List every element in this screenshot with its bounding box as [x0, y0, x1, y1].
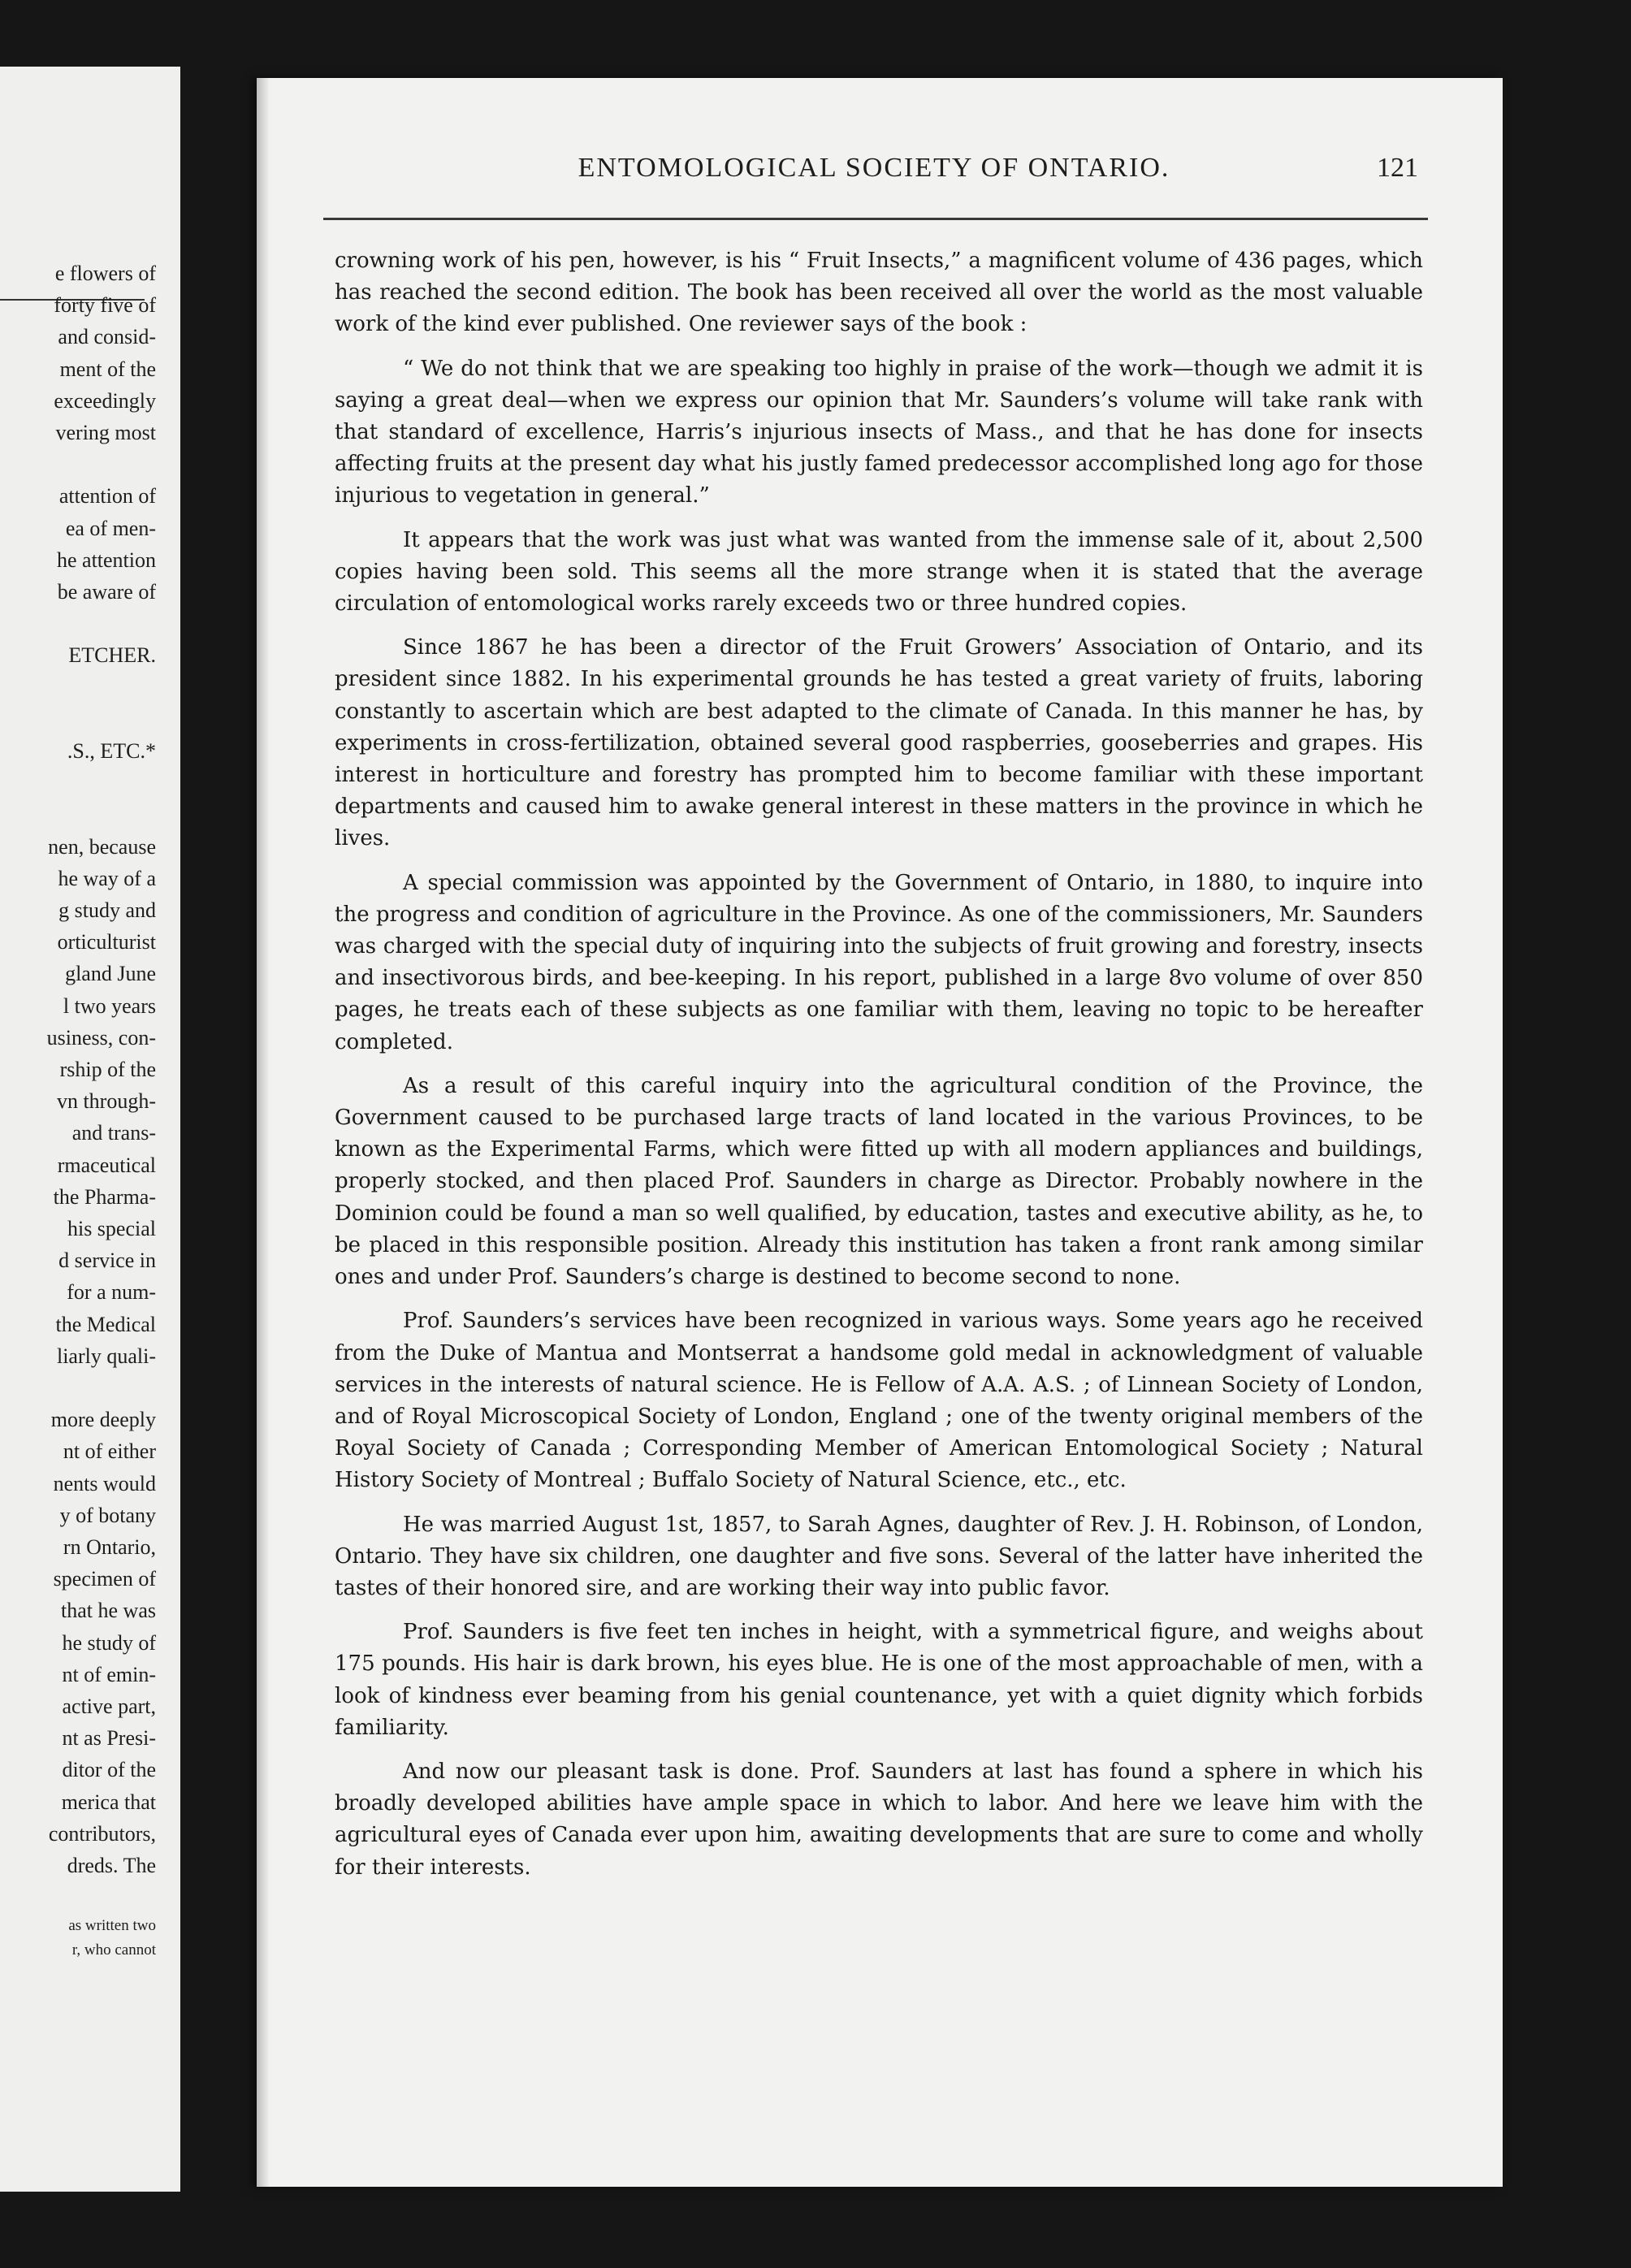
previous-page-line: he study of [62, 1630, 156, 1655]
paragraph: As a result of this careful inquiry into the agricultural condition of the Province, the Government caused to be purchased large tracts of land located in the various Provinces, to be known as the Experimental Farms, which were fitted up with all modern appliances and buildings, properly stocked, and then placed Prof. Saunders in charge as Director. Probably nowhere in the Dominion could be found a man so well qualified, by education, tastes and executive ability, as he, to be placed in this responsible position. Already this institution has taken a front rank among similar ones and under Prof. Saunders’s charge is destined to become second to none. [335, 1073, 1423, 1290]
previous-page-line: specimen of [53, 1567, 156, 1591]
previous-page-line: usiness, con- [46, 1025, 156, 1050]
previous-page-line: vn through- [56, 1089, 156, 1114]
previous-page-line: nt of either [63, 1439, 156, 1464]
previous-page-line: .S., ETC.* [67, 739, 156, 763]
previous-page-line: he way of a [58, 866, 156, 890]
previous-page-line: attention of [58, 484, 156, 509]
previous-page-line: g study and [58, 898, 156, 922]
previous-page-line: and consid- [58, 325, 156, 349]
paragraph: And now our pleasant task is done. Prof. Saunders at last has found a sphere in which his broadly developed abilities have ample space in which to labor. And here we leave him with the agricultural eyes of Canada ever upon him, awaiting developments that are sure to come and wholly for their interests. [335, 1759, 1423, 1880]
previous-page-line: active part, [62, 1695, 156, 1718]
paragraph: He was married August 1st, 1857, to Sarah Agnes, daughter of Rev. J. H. Robinson, of London, Ontario. They have six children, one daughter and five sons. Several of the latter have inherited the tastes of their honored sire, and are working their way into public favor. [335, 1512, 1423, 1600]
review-quote: “ We do not think that we are speaking too highly in praise of the work—though we admit it is saying a great deal—when we express our opinion that Mr. Saunders’s volume will take rank with that standard of excellence, Harris’s injurious insects of Mass., and that he has done for insects affecting fruits at the present day what his justly famed predecessor accomplished long ago for those injurious to vegetation in general.” [335, 356, 1423, 509]
previous-page-line: contributors, [48, 1821, 156, 1846]
previous-page-line: e flowers of [54, 262, 156, 285]
previous-page-line: for a num- [67, 1280, 156, 1305]
previous-page-line: d service in [58, 1249, 156, 1273]
previous-page-line: orticulturist [57, 930, 156, 954]
previous-page-line: liarly quali- [56, 1344, 156, 1368]
previous-page-line: that he was [61, 1599, 156, 1623]
previous-page-line: nt of emin- [62, 1662, 156, 1686]
previous-page-line: his special [67, 1217, 156, 1240]
previous-page-line: y of botany [59, 1503, 156, 1527]
previous-page-line: he attention [56, 548, 156, 572]
previous-page-line: dreds. The [67, 1854, 156, 1877]
previous-page-line: the Pharma- [53, 1184, 156, 1209]
running-title: ENTOMOLOGICAL SOCIETY OF ONTARIO. [578, 153, 1170, 183]
previous-page-line: ea of men- [65, 516, 156, 540]
previous-page-line: rmaceutical [57, 1153, 156, 1177]
paragraph: crowning work of his pen, however, is his “ Fruit Insects,” a magnificent volume of 436 pages, which has reached the second edition. The book has been received all over the world as the most valuable work of the kind ever published. One reviewer says of the book : [335, 249, 1423, 337]
previous-page-line: nen, because [48, 834, 156, 859]
previous-page-line: nt as Presi- [62, 1726, 156, 1751]
previous-page-line: vering most [55, 421, 156, 444]
paragraph: Prof. Saunders’s services have been recognized in various ways. Some years ago he received from the Duke of Mantua and Montserrat a handsome gold medal in acknowledgment of valuable services in the interests of natural science. He is Fellow of A.A. A.S. ; of Linnean Society of London, and of Royal Microscopical Society of London, England ; one of the twenty original members of the Royal Society of Canada ; Corresponding Member of American Entomological Society ; Natural History Society of Montreal ; Buffalo Society of Natural Science, etc., etc. [335, 1309, 1423, 1493]
header-rule [323, 218, 1428, 220]
running-header [330, 153, 1418, 192]
previous-page-line: more deeply [50, 1408, 156, 1432]
previous-page-line: merica that [61, 1790, 156, 1814]
previous-page-line: l two years [63, 993, 156, 1018]
previous-page-line: as written two [68, 1917, 156, 1935]
paragraph: Prof. Saunders is five feet ten inches in height, with a symmetrical figure, and weighs about 175 pounds. His hair is dark brown, his eyes blue. He is one of the most approachable of men, with a look of kindness ever beaming from his genial countenance, yet with a quiet dignity which forbids familiarity. [335, 1620, 1423, 1740]
page-gutter-shadow [257, 78, 270, 2187]
previous-page-line: exceedingly [54, 388, 156, 413]
previous-page-line: r, who cannot [71, 1941, 156, 1959]
paragraph: Since 1867 he has been a director of the Fruit Growers’ Association of Ontario, and its president since 1882. In his experimental grounds he has tested a great variety of fruits, laboring constantly to ascertain which are best adapted to the climate of Canada. In this manner he has, by experiments in cross-fertilization, obtained several good raspberries, gooseberries and grapes. His interest in horticulture and forestry has prompted him to become familiar with these important departments and caused him to awake general interest in these matters in the province in which he lives. [335, 635, 1423, 851]
previous-page-line: the Medical [55, 1312, 156, 1336]
previous-page-line: ment of the [59, 357, 156, 381]
previous-page-line: ditor of the [62, 1758, 156, 1782]
previous-page-line: nents would [53, 1471, 156, 1495]
paragraph: It appears that the work was just what was wanted from the immense sale of it, about 2,500 copies having been sold. This seems all the more strange when it is stated that the average circulation of entomological works rarely exceeds two or three hundred copies. [335, 527, 1423, 617]
article-body [335, 245, 1423, 1896]
previous-page-line: ETCHER. [68, 643, 156, 668]
previous-page-line: gland June [65, 962, 156, 986]
page-121 [257, 78, 1503, 2187]
previous-page-fragment [0, 67, 180, 2192]
previous-page-line: rship of the [59, 1058, 156, 1081]
previous-page-line: rn Ontario, [63, 1535, 156, 1559]
previous-page-line: forty five of [54, 293, 156, 318]
paragraph: A special commission was appointed by the Government of Ontario, in 1880, to inquire into the progress and condition of agriculture in the Province. As one of the commissioners, Mr. Saunders was charged with the special duty of inquiring into the subjects of fruit growing and forestry, insects and insectivorous birds, and bee-keeping. In his report, published in a large 8vo volume of over 850 pages, he treats each of these subjects as one familiar with them, leaving no topic to be hereafter completed. [335, 870, 1423, 1054]
previous-page-line: and trans- [71, 1121, 156, 1145]
previous-page-line: be aware of [57, 580, 156, 604]
page-number: 121 [1377, 153, 1418, 183]
